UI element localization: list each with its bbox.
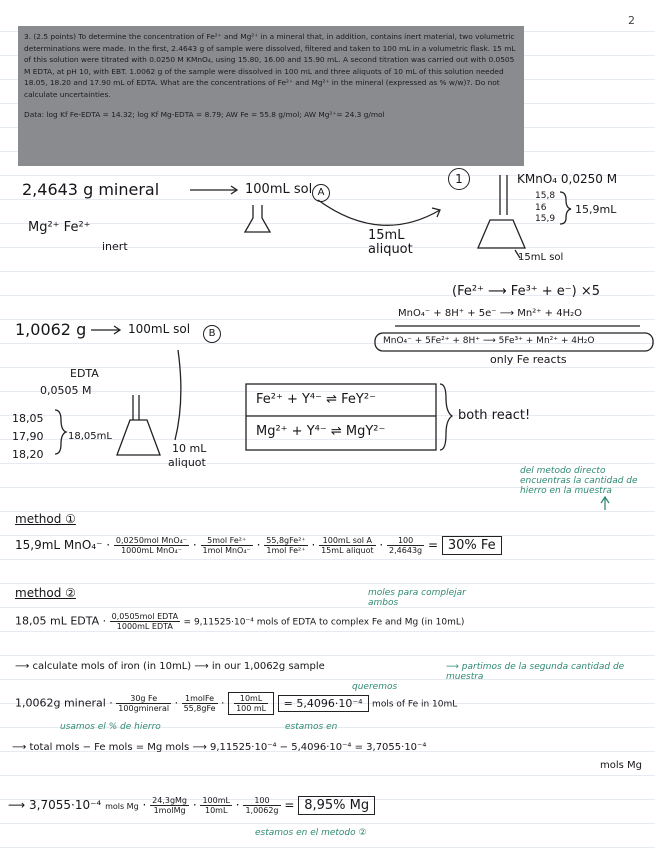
method2-calculation (15, 612, 464, 631)
vol1-c: 15,9 (535, 214, 556, 224)
both-react: both react! (458, 408, 531, 423)
mg-start-unit: mols Mg (105, 802, 139, 811)
only-fe-reacts: only Fe reacts (490, 353, 567, 366)
half-reaction-fe: (Fe²⁺ ⟶ Fe³⁺ + e⁻) ×5 (452, 284, 601, 299)
iron-start: 1,0062g mineral · (15, 696, 113, 710)
method-1-heading: method ① (15, 512, 76, 526)
green-note-partimos: ⟶ partimos de la segunda cantidad de muestra (446, 662, 625, 682)
vol2-c: 18,20 (12, 448, 44, 461)
green-note-estamos: estamos en (285, 722, 338, 732)
vol2-a: 18,05 (12, 412, 44, 425)
problem-statement-photo (18, 26, 524, 166)
aliquot10-label: 10 mL (172, 442, 207, 455)
equation-fe-edta: Fe²⁺ + Y⁴⁻ ⇌ FeY²⁻ (256, 392, 376, 407)
mg-start: ⟶ 3,7055·10⁻⁴ (8, 798, 102, 812)
mg-factor-1: $\frac{\text{24,3gMg}}{\text{1molMg}}$ (152, 796, 187, 815)
method1-calculation: 15,9mL MnO₄⁻ · $\frac{\text{0,0250mol MnO₄⁻}}{\text{1000mL MnO₄⁻}}$ · $\frac{\text{5mol Fe²⁺}}{\text{1mol MnO₄⁻}}$ · $\frac{\text{55,8gFe²⁺}}{\text{1mol Fe²⁺}}$ · $\frac{\text{100mL sol A}}{\text{15mL aliquot}}$ · $\frac{100}{2,4643g}$ = 30% Fe (15, 536, 502, 555)
m1-factor-1: $\frac{\text{0,0250mol MnO₄⁻}}{\text{1000mL MnO₄⁻}}$ (115, 536, 188, 555)
iron-factor-1: $\frac{\text{30g Fe}}{\text{100gmineral}}$ (118, 694, 170, 713)
vol1-a: 15,8 (535, 191, 556, 201)
calculate-iron-line: ⟶ calculate mols of iron (in 10mL) ⟶ in our 1,0062g sample (15, 661, 325, 672)
iron-factor-2: $\frac{\text{1molFe}}{\text{55,8gFe}}$ (183, 694, 216, 713)
sol-a-circle: A (312, 180, 330, 202)
sol-a-small: 15mL sol (518, 252, 564, 263)
method2-result: = 9,11525·10⁻⁴ mols of EDTA to complex Fe and Mg (in 10mL) (183, 617, 465, 628)
edta-molarity: 0,0505 M (40, 384, 92, 397)
sample2-mass: 1,0062 g (15, 320, 87, 339)
m1-factor-3: $\frac{\text{55,8gFe²⁺}}{\text{1mol Fe²⁺}}$ (266, 536, 306, 555)
vol1-b: 16 (535, 203, 547, 213)
sol-b-circle: B (203, 321, 221, 343)
mg-calculation: ⟶ 3,7055·10⁻⁴ mols Mg · $\frac{\text{24,3gMg}}{\text{1molMg}}$ · $\frac{100mL}{10mL}$ · $\frac{100}{1,0062g}$ = 8,95% Mg (8, 796, 375, 815)
vol2-b: 17,90 (12, 430, 44, 443)
kmno4-label: KMnO₄ 0,0250 M (517, 172, 618, 186)
problem-data: Data: log Kf Fe-EDTA = 14.32; log Kf Mg-EDTA = 8.79; AW Fe = 55.8 g/mol; AW Mg²⁺= 24.3 g/mol (24, 109, 385, 119)
equation-mg-edta: Mg²⁺ + Y⁴⁻ ⇌ MgY²⁻ (256, 424, 386, 439)
method2-start: 18,05 mL EDTA · (15, 614, 107, 628)
green-note-metodo2: estamos en el metodo ② (255, 828, 367, 838)
m1-factor-4: $\frac{\text{100mL sol A}}{\text{15mL aliquot}}$ (321, 536, 374, 555)
method1-start: 15,9mL MnO₄⁻ · (15, 538, 111, 552)
iron-result: = 5,4096·10⁻⁴ (278, 695, 369, 712)
aliquot15-label: 15mL (368, 228, 405, 243)
aliquot10-label-b: aliquot (168, 456, 206, 469)
method-2-heading: method ② (15, 586, 76, 600)
green-note-moles: moles para complejar ambos (368, 588, 466, 608)
ions-label: Mg²⁺ Fe²⁺ (28, 220, 91, 235)
green-note-queremos: queremos (352, 682, 398, 692)
m2-factor-1: $\frac{\text{0,0505mol EDTA}}{\text{1000mL EDTA}}$ (111, 612, 179, 631)
problem-text: 3. (2.5 points) To determine the concentration of Fe²⁺ and Mg²⁺ in a mineral that, in addition, contains inert material, two volumetric determinations were made. In the first, 2.4643 g of sample were dissolved, filtered and taken to 100 mL in a volumetric flask. 15 mL of this solution were titrated with 0.0250 M KMnO₄, using 15.80, 16.00 and 15.90 mL. A second titration was carried out with 0.0505 M EDTA, at pH 10, with EBT. 1.0062 g of the sample were dissolved in 100 mL and three aliquots of 10 mL of this solution needed 18.05, 18.20 and 17.90 mL of EDTA. What are the concentrations of Fe²⁺ and Mg²⁺ in the mineral (expressed as % w/w)?. Do not calculate uncertainties. (24, 32, 516, 99)
overall-reaction: MnO₄⁻ + 5Fe²⁺ + 8H⁺ ⟶ 5Fe³⁺ + Mn²⁺ + 4H₂O (383, 336, 595, 346)
mg-result: 8,95% Mg (298, 796, 375, 815)
vol2-average: 18,05mL (68, 431, 112, 442)
iron-factor-3: $\frac{10mL}{100 mL}$ (228, 692, 274, 715)
edta-label: EDTA (70, 367, 99, 380)
method1-result: 30% Fe (442, 536, 502, 555)
total-mols-line: ⟶ total mols − Fe mols = Mg mols ⟶ 9,11525·10⁻⁴ − 5,4096·10⁻⁴ = 3,7055·10⁻⁴ (12, 742, 427, 753)
m1-factor-5: $\frac{100}{2,4643g}$ (389, 536, 423, 555)
step-1-circle: 1 (448, 168, 470, 190)
page-number: 2 (628, 14, 635, 27)
total-mols-unit: mols Mg (600, 760, 643, 771)
sample1-mass: 2,4643 g mineral (22, 180, 160, 199)
iron-calculation: 1,0062g mineral · $\frac{\text{30g Fe}}{\text{100gmineral}}$ · $\frac{\text{1molFe}}{\text{55,8gFe}}$ · $\frac{10mL}{100 mL}$ = 5,4096·10⁻⁴ mols of Fe in 10mL (15, 694, 458, 713)
sol-a-label: 100mL sol (245, 182, 313, 197)
mg-factor-3: $\frac{100}{1,0062g}$ (245, 796, 279, 815)
inert-label: inert (102, 240, 128, 253)
aliquot15-label-b: aliquot (368, 242, 413, 257)
green-note-direct: del metodo directo encuentras la cantidad de hierro en la muestra (520, 466, 638, 496)
vol1-average: 15,9mL (575, 203, 617, 216)
iron-result-unit: mols of Fe in 10mL (372, 699, 458, 710)
green-note-usamos: usamos el % de hierro (60, 722, 161, 732)
mg-factor-2: $\frac{100mL}{10mL}$ (202, 796, 230, 815)
sol-b-label: 100mL sol (128, 322, 191, 336)
m1-factor-2: $\frac{\text{5mol Fe²⁺}}{\text{1mol MnO₄⁻}}$ (202, 536, 251, 555)
half-reaction-mn: MnO₄⁻ + 8H⁺ + 5e⁻ ⟶ Mn²⁺ + 4H₂O (398, 308, 582, 319)
